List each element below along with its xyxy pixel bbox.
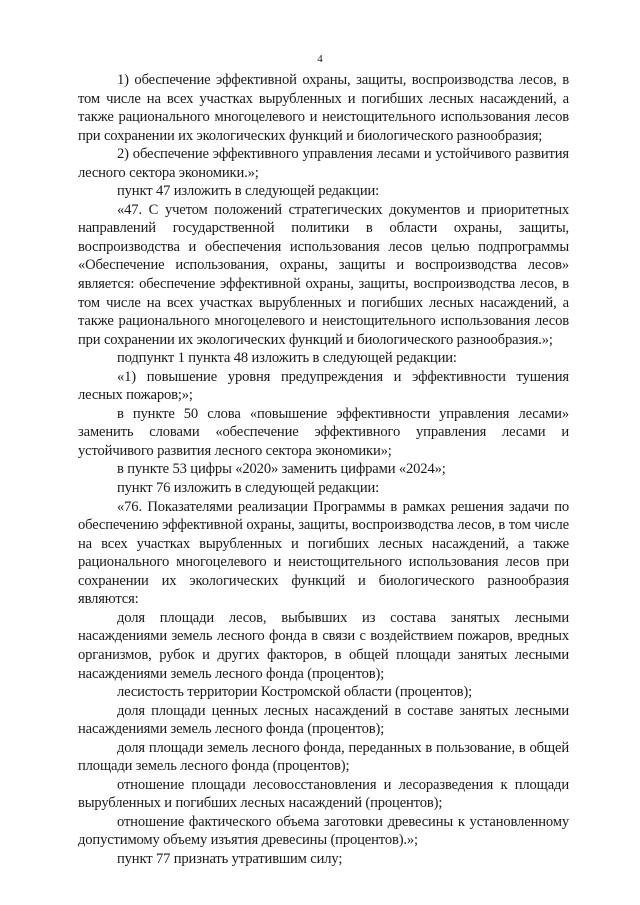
indicator-forest-loss-share: доля площади лесов, выбывших из состава занятых лесными насаждениями земель лесного фонда в связи с воздействием пожаров, вредных организмов, рубок и других факторов, в общей площади занятых лесными насаждениями земель лесного фонда (процентов); bbox=[78, 609, 569, 682]
indicator-forest-cover: лесистость территории Костромской области (процентов); bbox=[117, 684, 473, 701]
indicator-valuable-stands-share: доля площади ценных лесных насаждений в составе занятых лесными насаждениями земель лесного фонда (процентов); bbox=[78, 702, 569, 738]
indicator-leased-land-share: доля площади земель лесного фонда, переданных в пользование, в общей площади земель лесного фонда (процентов); bbox=[78, 739, 569, 775]
paragraph-point-76-heading: пункт 76 изложить в следующей редакции: bbox=[117, 480, 380, 497]
paragraph-point-76-text: «76. Показателями реализации Программы в рамках решения задачи по обеспечению эффективной охраны, защиты, воспроизводства лесов, в том числе на всех участках вырубленных и погибших лесных насаждений, а также рационального многоцелевого и неистощительного использования лесов при сохранении их экологических функций и биологического разнообразия являются: bbox=[78, 498, 569, 608]
paragraph-item-1: 1) обеспечение эффективной охраны, защиты, воспроизводства лесов, в том числе на всех участках вырубленных и погибших лесных насаждений, а также рационального многоцелевого и неистощительного использования лесов при сохранении их экологических функций и биологического разнообразия; bbox=[78, 72, 569, 144]
paragraph-item-2: 2) обеспечение эффективного управления лесами и устойчивого развития лесного сектора экономики.»; bbox=[78, 146, 569, 181]
paragraph-point-48-text: «1) повышение уровня предупреждения и эффективности тушения лесных пожаров;»; bbox=[78, 368, 569, 404]
paragraph-point-50: в пункте 50 слова «повышение эффективности управления лесами» заменить словами «обеспечение эффективного управления лесами и устойчивого развития лесного сектора экономики»; bbox=[78, 405, 569, 459]
indicator-harvest-ratio: отношение фактического объема заготовки древесины к установленному допустимому объему изъятия древесины (процентов).»; bbox=[78, 813, 569, 849]
indicator-reforestation-ratio: отношение площади лесовосстановления и лесоразведения к площади вырубленных и погибших лесных насаждений (процентов); bbox=[78, 776, 569, 812]
paragraph-point-48-heading: подпункт 1 пункта 48 изложить в следующей редакции: bbox=[117, 350, 457, 367]
document-body bbox=[78, 71, 569, 869]
paragraph-point-53: в пункте 53 цифры «2020» заменить цифрами «2024»; bbox=[117, 461, 446, 478]
paragraph-point-77: пункт 77 признать утратившим силу; bbox=[117, 850, 343, 867]
paragraph-point-47-heading: пункт 47 изложить в следующей редакции: bbox=[117, 183, 380, 200]
paragraph-point-47-text: «47. С учетом положений стратегических документов и приоритетных направлений государственной политики в области охраны, защиты, воспроизводства и обеспечения использования лесов целью подпрограммы «Обеспечение использования, охраны, защиты и воспроизводства лесов» является: обеспечение эффективной охраны, защиты, воспроизводства лесов, в том числе на всех участках вырубленных и погибших лесных насаждений, а также рационального многоцелевого и неистощительного использования лесов при сохранении их экологических функций и биологического разнообразия.»; bbox=[78, 201, 569, 348]
page-number: 4 bbox=[317, 53, 323, 65]
